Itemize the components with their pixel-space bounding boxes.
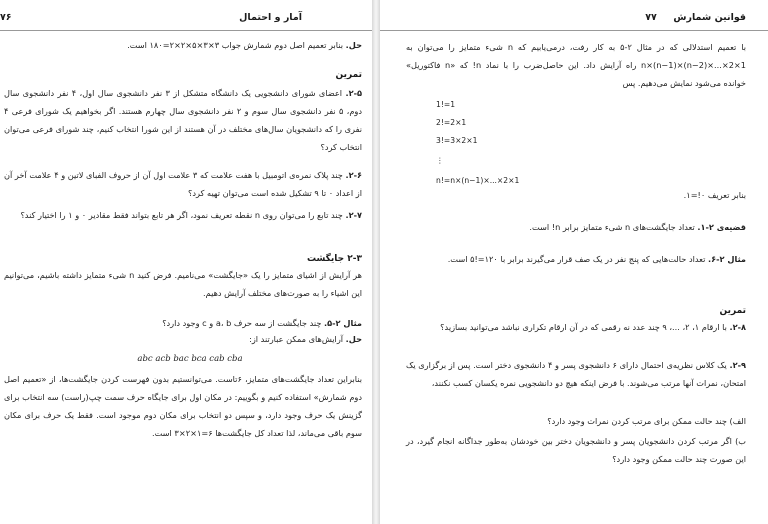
left-solution-top: حل. بنابر تعمیم اصل دوم شمارش جواب ۳×۳×۵×۲×۲=۱۸۰ است. <box>127 40 362 50</box>
left-header-rule <box>0 30 372 31</box>
example-2-6: مثال ۲-۶. تعداد حالت‌هایی که پنج نفر در یک صف قرار می‌گیرند برابر با ۱۲۰=!۵ است. <box>447 254 746 264</box>
right-running-title: قوانین شمارش ۷۷ <box>645 12 746 23</box>
exercise-2-9-part-b: ب) اگر مرتب کردن دانشجویان پسر و دانشجویان دختر بین خودشان به‌طور جداگانه انجام گیرد، در این صورت چند حالت ممکن وجود دارد؟ <box>406 436 746 464</box>
exercise-2-8: ۲-۸. با ارقام ۱، ۲، ...، ۹ چند عدد نه رقمی که در آن ارقام تکراری نباشد می‌توانید بسازید؟ <box>440 322 746 332</box>
exercise-2-7: ۲-۷. چند تابع را می‌توان روی n نقطه تعریف نمود، اگر هر تابع بتواند فقط مقادیر ۰ و ۱ را اختیار کند؟ <box>20 210 362 220</box>
right-intro-paragraph: با تعمیم استدلالی که در مثال ۲-۵ به کار رفت، درمی‌یابیم که n شیء متمایز را می‌توان به n×(n−1)×(n−2)×...×2×1 راه آرایش داد. این حاصل‌ضرب را با نماد n! که «n فاکتوریل» خوانده می‌شود نمایش می‌دهیم. پس <box>406 42 746 88</box>
left-exercises-title: تمرین <box>335 70 362 80</box>
right-page-number: ۷۷ <box>645 12 657 23</box>
exercise-2-6: ۲-۶. چند پلاک نمره‌ی اتومبیل با هفت علامت که ۳ علامت اول آن از حروف الفبای لاتین و ۴ علامت آخر آن از اعداد ۰ تا ۹ تشکیل شده است می‌توان تهیه کرد؟ <box>4 170 363 198</box>
right-page <box>380 0 768 524</box>
solution-2-5: حل. آرایش‌های ممکن عبارتند از: <box>249 334 362 344</box>
arrangement-list: abc acb bac bca cab cba <box>137 354 243 364</box>
definition-zero-factorial: بنابر تعریف ۰!=۱. <box>683 190 746 200</box>
exercise-2-9: ۲-۹. یک کلاس نظریه‌ی احتمال دارای ۶ دانشجوی پسر و ۴ دانشجوی دختر است. پس از برگزاری یک امتحان، نمرات آنها مرتب می‌شوند. با فرض اینکه هیچ دو دانشجویی نمره یکسان کسب نکنند، <box>406 360 746 388</box>
equation-dots: ⋮ <box>436 156 444 165</box>
right-header-rule <box>380 30 768 31</box>
section-intro: هر آرایش از اشیای متمایز را یک «جایگشت» می‌نامیم. فرض کنید n شیء متمایز داشته باشیم، می‌توانیم این اشیاء را به صورت‌های مختلف آرایش دهیم. <box>4 270 362 298</box>
exercise-2-5: ۲-۵. اعضای شورای دانشجویی یک دانشگاه متشکل از ۳ نفر دانشجوی سال اول، ۴ نفر دانشجوی سال دوم، ۵ نفر دانشجوی سال سوم و ۲ نفر دانشجوی سال چهارم هستند. اگر بخواهیم یک شورای فرعی ۴ نفری را که دانشجویان سال‌های مختلف در آن هستند از این شورا انتخاب کنیم، چند شورای فرعی می‌توان انتخاب کرد؟ <box>4 88 362 152</box>
left-page <box>0 0 372 524</box>
left-closing-paragraph: بنابراین تعداد جایگشت‌های متمایز، ۶تاست. می‌توانستیم بدون فهرست کردن جایگشت‌ها، از «تعمیم اصل دوم شمارش» استفاده کنیم و بگوییم: در مکان اول برای جایگاه حرف سمت چپ(راست) سه انتخاب برای گزینش یک حرف وجود دارد، و سپس دو انتخاب برای مکان دوم موجود است. فقط یک حرف برای مکان سوم باقی می‌ماند، لذا تعداد کل جایگشت‌ها ۶=۱×۲×۳ است. <box>4 374 362 438</box>
exercise-2-9-part-a: الف) چند حالت ممکن برای مرتب کردن نمرات وجود دارد؟ <box>547 416 746 426</box>
example-2-5: مثال ۲-۵. چند جایگشت از سه حرف a، b و c وجود دارد؟ <box>162 318 362 328</box>
equation-3: 3!=3×2×1 <box>436 136 478 145</box>
theorem-2-1: قضیه‌ی ۲-۱. تعداد جایگشت‌های n شیء متمایز برابر n! است. <box>529 222 746 232</box>
section-title-permutation: ۲-۳ جایگشت <box>306 254 362 264</box>
equation-2: 2!=2×1 <box>436 118 467 127</box>
book-gutter <box>372 0 380 524</box>
left-running-title: آمار و احتمال <box>239 12 302 23</box>
right-exercises-title: تمرین <box>719 306 746 316</box>
equation-n: n!=n×(n−1)×...×2×1 <box>436 176 520 185</box>
equation-1: 1!=1 <box>436 100 456 109</box>
left-page-number: ۷۶ <box>0 12 12 23</box>
